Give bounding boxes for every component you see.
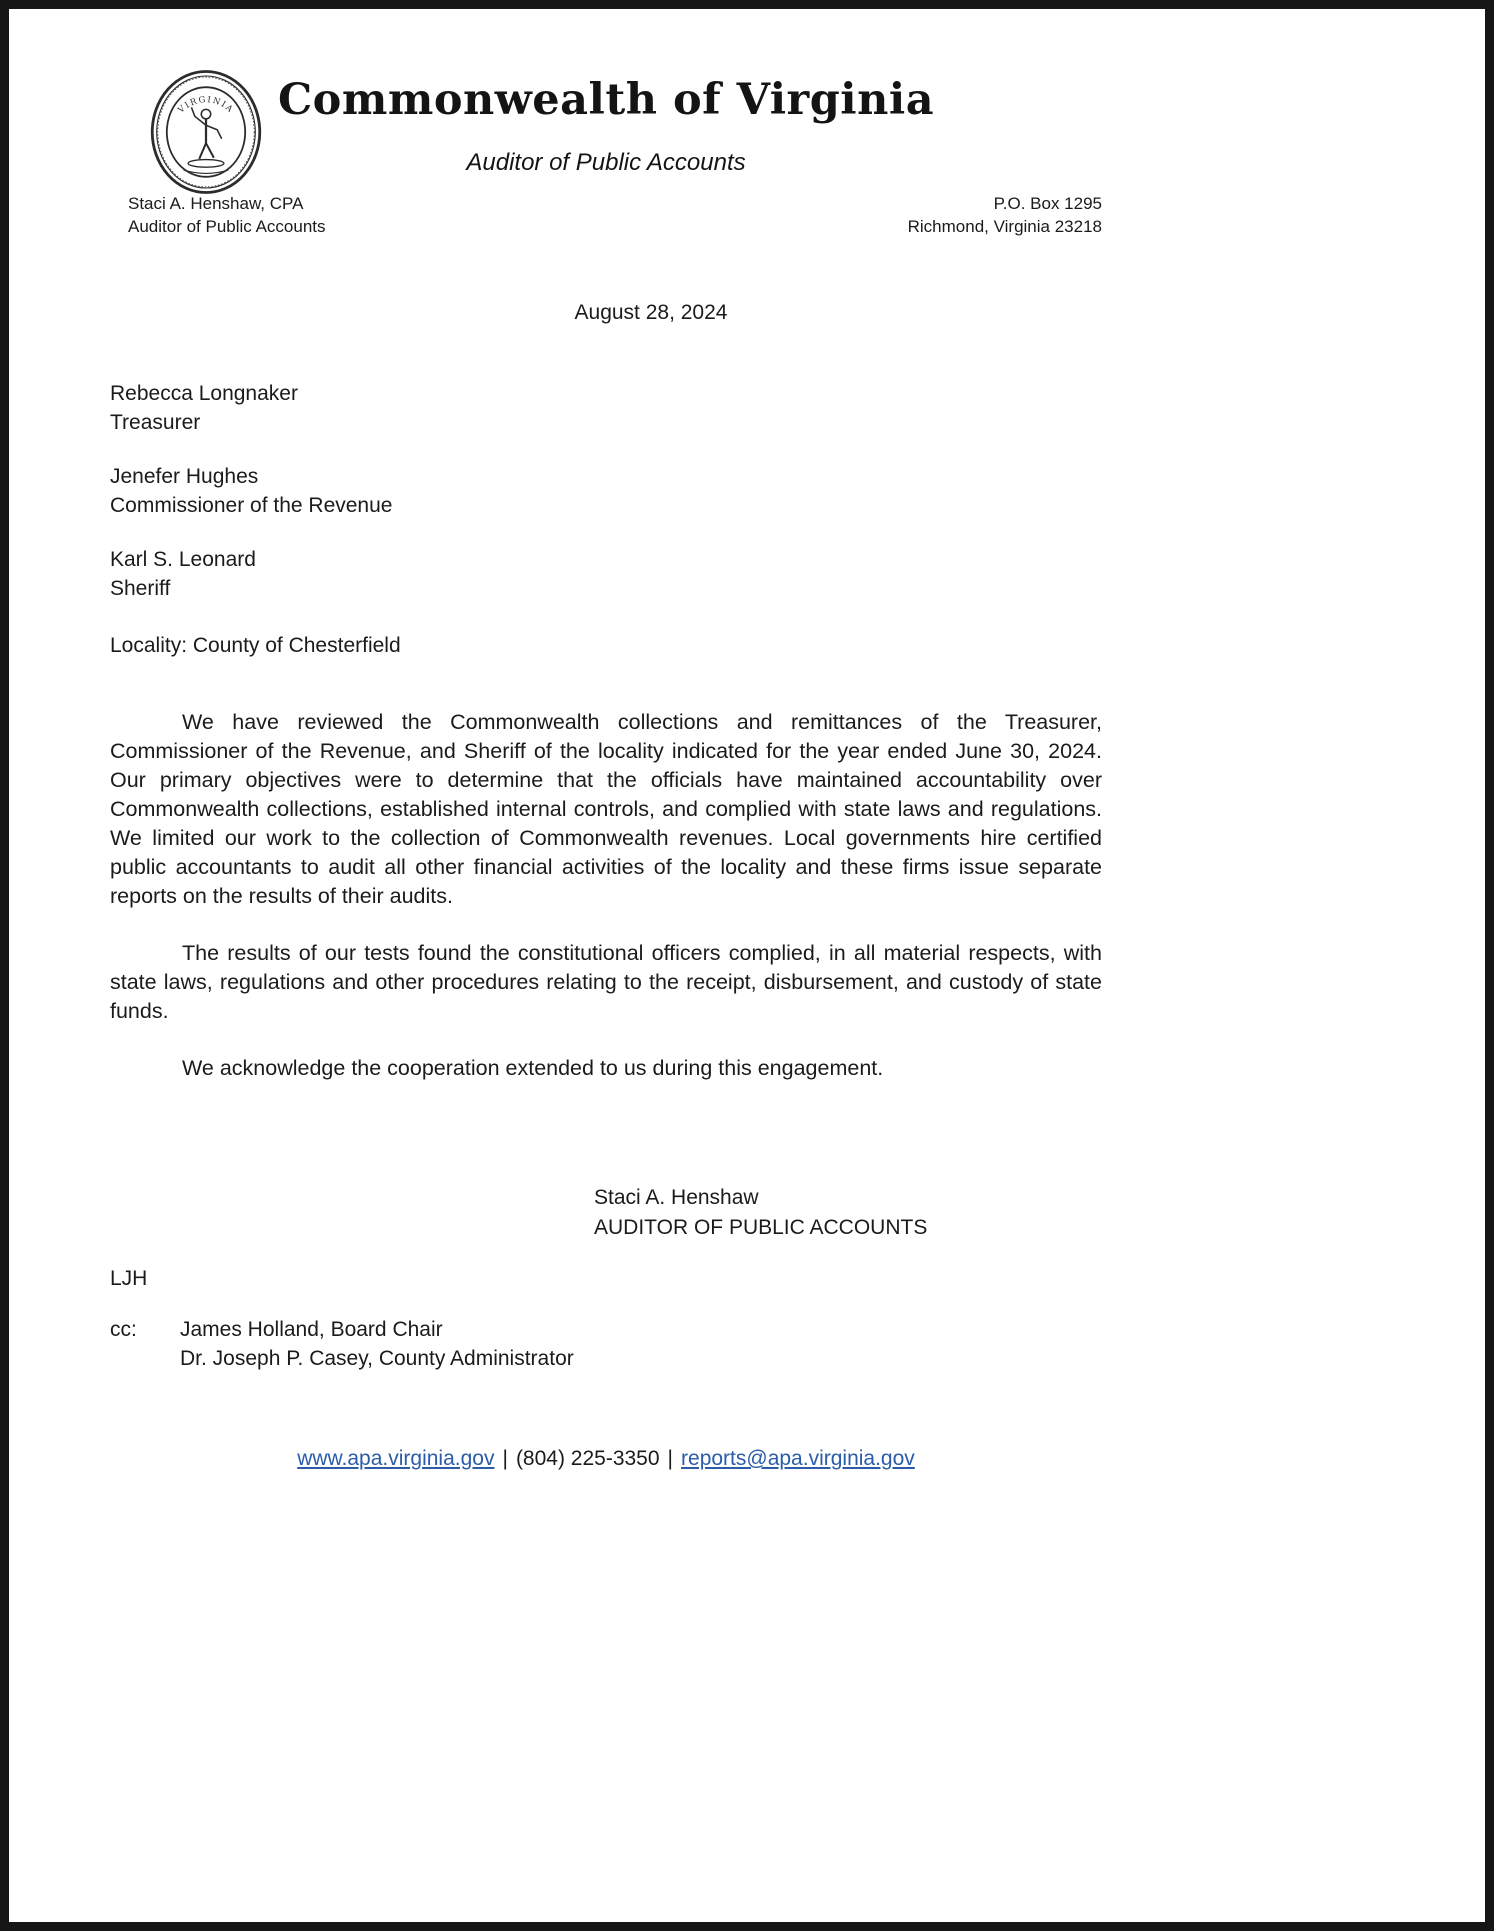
recipient-title: Commissioner of the Revenue xyxy=(110,493,393,517)
address-line-1: P.O. Box 1295 xyxy=(993,194,1102,213)
recipient-title: Sheriff xyxy=(110,576,171,600)
recipient-treasurer xyxy=(110,379,1102,437)
recipient-sheriff xyxy=(110,545,1102,603)
official-title: Auditor of Public Accounts xyxy=(128,216,326,236)
recipients xyxy=(110,379,1102,660)
signature-block xyxy=(594,1183,1102,1243)
cc-list xyxy=(180,1315,574,1373)
website-link[interactable]: www.apa.virginia.gov xyxy=(297,1447,495,1470)
body-paragraph-1: We have reviewed the Commonwealth collections and remittances of the Treasurer, Commissioner of the Revenue, and Sheriff of the locality indicated for the year ended June 30, 2024. Our primary objectives were to determine that the officials have maintained accountability over Commonwealth collections, established internal controls, and complied with state laws and regulations. We limited our work to the collection of Commonwealth revenues. Local governments hire certified public accountants to audit all other financial activities of the locality and these firms issue separate reports on the results of their audits. xyxy=(110,709,1102,908)
svg-text:VIRGINIA: VIRGINIA xyxy=(175,94,237,115)
recipient-title: Treasurer xyxy=(110,410,201,434)
recipient-commissioner xyxy=(110,462,1102,520)
cc-block xyxy=(110,1315,1102,1373)
signature-title: AUDITOR OF PUBLIC ACCOUNTS xyxy=(594,1215,928,1239)
virginia-state-seal-icon xyxy=(150,69,262,195)
recipient-name: Karl S. Leonard xyxy=(110,547,256,571)
body-paragraph-2: The results of our tests found the constitutional officers complied, in all material respects, with state laws, regulations and other procedures relating to the receipt, disbursement, and custody of state funds. xyxy=(110,940,1102,1023)
cc-label: cc: xyxy=(110,1317,137,1341)
email-link[interactable]: reports@apa.virginia.gov xyxy=(681,1447,915,1470)
official-block xyxy=(110,193,326,239)
recipient-name: Rebecca Longnaker xyxy=(110,381,298,405)
letter-content xyxy=(110,9,1102,1373)
letterhead-address-row xyxy=(110,193,1102,239)
official-name: Staci A. Henshaw, CPA xyxy=(128,194,304,213)
org-subtitle: Auditor of Public Accounts xyxy=(466,149,746,176)
signature-name: Staci A. Henshaw xyxy=(594,1185,759,1209)
address-line-2: Richmond, Virginia 23218 xyxy=(907,216,1102,236)
cc-item: James Holland, Board Chair xyxy=(180,1317,443,1341)
preparer-initials: LJH xyxy=(110,1266,148,1290)
letter-footer xyxy=(110,1447,1102,1471)
cc-item: Dr. Joseph P. Casey, County Administrator xyxy=(180,1346,574,1370)
locality-line: Locality: County of Chesterfield xyxy=(110,633,401,657)
phone-number: (804) 225-3350 xyxy=(515,1447,660,1470)
letterhead xyxy=(110,67,1102,239)
office-address-block xyxy=(908,193,1102,239)
body-paragraph-3: We acknowledge the cooperation extended to us during this engagement. xyxy=(182,1055,884,1080)
org-title: Commonwealth of Virginia xyxy=(277,75,935,125)
footer-separator: | xyxy=(502,1447,508,1470)
letter-date: August 28, 2024 xyxy=(574,300,728,324)
letter-body xyxy=(110,708,1102,1083)
footer-separator: | xyxy=(667,1447,674,1470)
recipient-name: Jenefer Hughes xyxy=(110,464,259,488)
